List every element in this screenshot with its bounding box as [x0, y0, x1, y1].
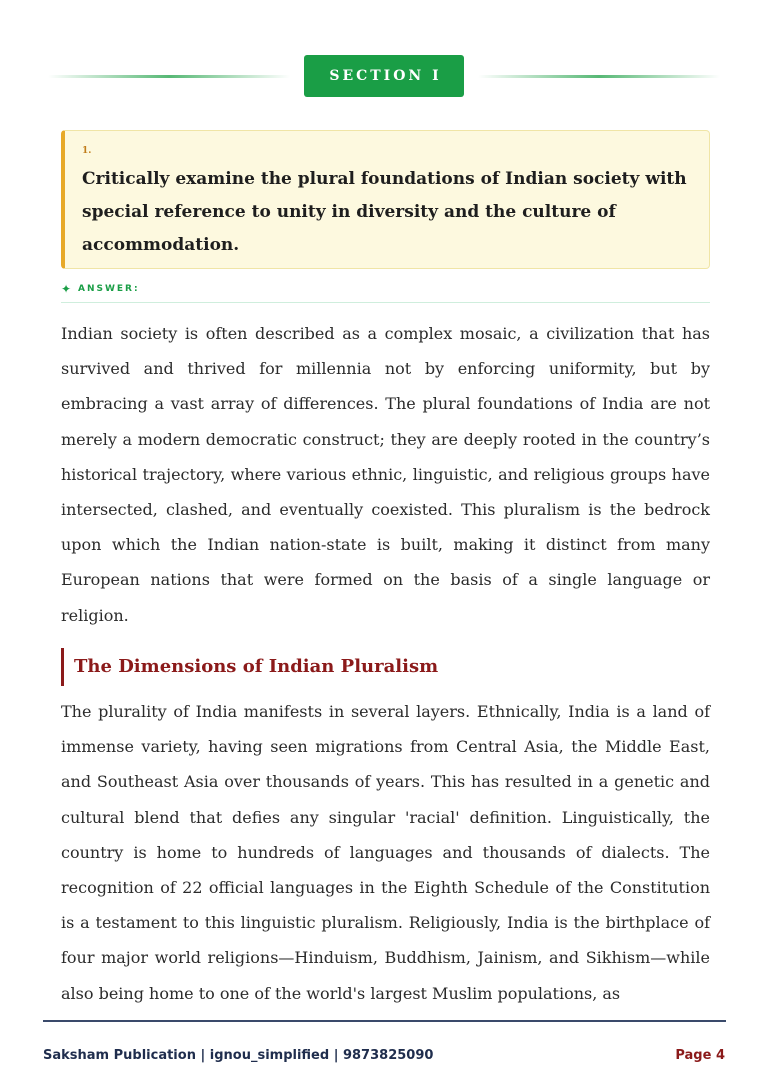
- answer-paragraph-intro: Indian society is often described as a complex mosaic, a civilization that has survived and thrived for millennia not by enforcing uniformity, but by embracing a vast array of differences. The plural foundations of India are not merely a modern democratic construct; they are deeply rooted in the country’s historical trajectory, where various ethnic, linguistic, and religious groups have intersected, clashed, and eventually coexisted. This pluralism is the bedrock upon which the Indian nation-state is built, making it distinct from many European nations that were formed on the basis of a single language or religion.: [61, 324, 710, 625]
- answer-paragraph-dimensions: The plurality of India manifests in several layers. Ethnically, India is a land of immense variety, having seen migrations from Central Asia, the Middle East, and Southeast Asia over thousands of years. This has resulted in a genetic and cultural blend that defies any singular 'racial' definition. Linguistically, the country is home to hundreds of languages and thousands of dialects. The recognition of 22 official languages in the Eighth Schedule of the Constitution is a testament to this linguistic pluralism. Religiously, India is the birthplace of four major world religions—Hinduism, Buddhism, Jainism, and Sikhism—while also being home to one of the world's largest Muslim populations, as: [61, 702, 710, 1003]
- section-divider-right: [478, 75, 720, 78]
- footer-divider: [43, 1020, 726, 1022]
- question-number: 1.: [82, 146, 92, 156]
- subheading-dimensions: The Dimensions of Indian Pluralism: [61, 648, 438, 686]
- section-divider-left: [48, 75, 290, 78]
- question-box: [61, 130, 710, 269]
- question-text: Critically examine the plural foundations of Indian society with special reference to unity in diversity and the culture of accommodation.: [82, 169, 687, 255]
- section-header: [48, 55, 720, 97]
- footer-publisher: Saksham Publication | ignou_simplified | 9873825090: [43, 1048, 434, 1063]
- sparkle-icon: ✦: [61, 282, 72, 296]
- page-number: Page 4: [675, 1048, 725, 1063]
- section-badge: SECTION I: [304, 55, 464, 97]
- answer-label: ANSWER:: [78, 284, 140, 294]
- answer-label-row: [61, 281, 710, 303]
